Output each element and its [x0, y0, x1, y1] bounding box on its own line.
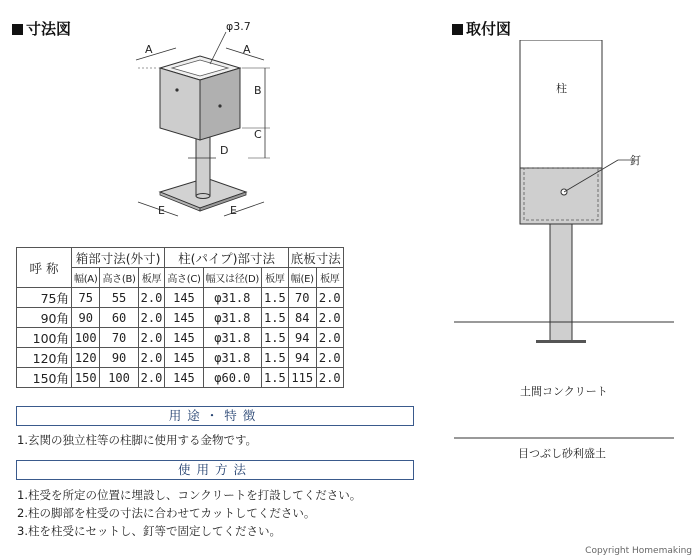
- table-cell: 145: [165, 348, 203, 368]
- table-group-header-box: 箱部寸法(外寸): [72, 248, 165, 268]
- table-cell: φ31.8: [203, 348, 261, 368]
- dimension-drawing-title: [12, 18, 71, 39]
- table-cell: 75: [72, 288, 100, 308]
- spec-table: [16, 247, 344, 388]
- table-subheader: 幅(E): [288, 268, 316, 288]
- nail-hole-inner: [175, 88, 178, 91]
- table-header-name: 呼 称: [17, 248, 72, 288]
- table-cell: 2.0: [138, 328, 165, 348]
- table-cell: 2.0: [316, 368, 343, 388]
- table-cell: 60: [100, 308, 138, 328]
- table-cell: 94: [288, 328, 316, 348]
- table-cell: 100: [100, 368, 138, 388]
- table-cell: 100: [72, 328, 100, 348]
- table-row: [17, 288, 344, 308]
- buried-pipe: [550, 224, 572, 342]
- howto-line-1: 1.柱受を所定の位置に埋設し、コンクリートを打設してください。: [17, 488, 362, 502]
- title-square-icon: [12, 24, 23, 35]
- table-cell: 84: [288, 308, 316, 328]
- table-cell: 2.0: [316, 288, 343, 308]
- table-cell: 145: [165, 288, 203, 308]
- table-cell: 1.5: [262, 288, 289, 308]
- table-cell: 2.0: [316, 348, 343, 368]
- table-cell: φ60.0: [203, 368, 261, 388]
- row-name-cell: 90角: [17, 308, 72, 328]
- table-cell: 2.0: [138, 348, 165, 368]
- table-cell: 2.0: [138, 368, 165, 388]
- table-subheader: 高さ(C): [165, 268, 203, 288]
- table-group-header-pipe: 柱(パイプ)部寸法: [165, 248, 288, 268]
- table-cell: 90: [72, 308, 100, 328]
- table-cell: 120: [72, 348, 100, 368]
- row-name-cell: 150角: [17, 368, 72, 388]
- box-front-left: [160, 68, 200, 140]
- table-body: [17, 288, 344, 388]
- row-name-cell: 120角: [17, 348, 72, 368]
- dim-label-a-left: A: [145, 43, 153, 56]
- copyright: Copyright Homemaking: [585, 546, 692, 556]
- table-subheader: 高さ(B): [100, 268, 138, 288]
- table-cell: 1.5: [262, 328, 289, 348]
- buried-base-plate: [536, 340, 586, 343]
- dim-label-e-right: E: [230, 204, 237, 217]
- table-cell: 94: [288, 348, 316, 368]
- table-row: [17, 308, 344, 328]
- dimension-diagram: [120, 20, 280, 230]
- table-cell: φ31.8: [203, 328, 261, 348]
- table-cell: φ31.8: [203, 308, 261, 328]
- dim-label-b: B: [254, 84, 262, 97]
- dim-label-c: C: [254, 128, 262, 141]
- howto-line-2: 2.柱の脚部を柱受の寸法に合わせてカットしてください。: [17, 506, 316, 520]
- table-subheader: 板厚: [262, 268, 289, 288]
- table-subheader: 板厚: [138, 268, 165, 288]
- table-cell: 150: [72, 368, 100, 388]
- table-subheader: 幅(A): [72, 268, 100, 288]
- dimension-drawing-title-text: 寸法図: [26, 20, 72, 38]
- concrete-label: 土間コンクリート: [520, 385, 608, 398]
- row-name-cell: 100角: [17, 328, 72, 348]
- gravel-label: 目つぶし砂利盛土: [518, 447, 606, 460]
- title-square-icon: [452, 24, 463, 35]
- table-row: [17, 328, 344, 348]
- table-cell: 2.0: [316, 328, 343, 348]
- dim-label-hole: φ3.7: [226, 20, 251, 33]
- table-cell: 115: [288, 368, 316, 388]
- table-cell: 55: [100, 288, 138, 308]
- dim-label-a-right: A: [243, 43, 251, 56]
- table-subheader: 幅又は径(D): [203, 268, 261, 288]
- table-cell: 1.5: [262, 368, 289, 388]
- table-cell: 90: [100, 348, 138, 368]
- howto-line-3: 3.柱を柱受にセットし、釘等で固定してください。: [17, 524, 281, 538]
- howto-heading: 使用方法: [16, 460, 414, 480]
- installation-drawing-title: [452, 18, 511, 39]
- table-cell: 2.0: [138, 308, 165, 328]
- table-group-header-base: 底板寸法: [288, 248, 343, 268]
- table-cell: 70: [288, 288, 316, 308]
- table-cell: 145: [165, 368, 203, 388]
- nail-hole: [218, 104, 221, 107]
- pipe-bottom: [196, 194, 210, 199]
- table-cell: 145: [165, 308, 203, 328]
- table-cell: 1.5: [262, 308, 289, 328]
- box-front-right: [200, 68, 240, 140]
- table-subheader: 板厚: [316, 268, 343, 288]
- dim-label-d: D: [220, 144, 229, 157]
- table-row: [17, 368, 344, 388]
- table-cell: 2.0: [316, 308, 343, 328]
- table-row: [17, 348, 344, 368]
- usage-heading: 用途・特徴: [16, 406, 414, 426]
- dim-label-e-left: E: [158, 204, 165, 217]
- table-cell: 1.5: [262, 348, 289, 368]
- installation-drawing-title-text: 取付図: [466, 20, 512, 38]
- table-cell: φ31.8: [203, 288, 261, 308]
- row-name-cell: 75角: [17, 288, 72, 308]
- pillar: [520, 40, 602, 168]
- table-cell: 2.0: [138, 288, 165, 308]
- nail-label: 釘: [630, 154, 641, 167]
- pillar-label: 柱: [556, 82, 567, 95]
- table-cell: 145: [165, 328, 203, 348]
- usage-line-1: 1.玄関の独立柱等の柱脚に使用する金物です。: [17, 433, 258, 447]
- table-cell: 70: [100, 328, 138, 348]
